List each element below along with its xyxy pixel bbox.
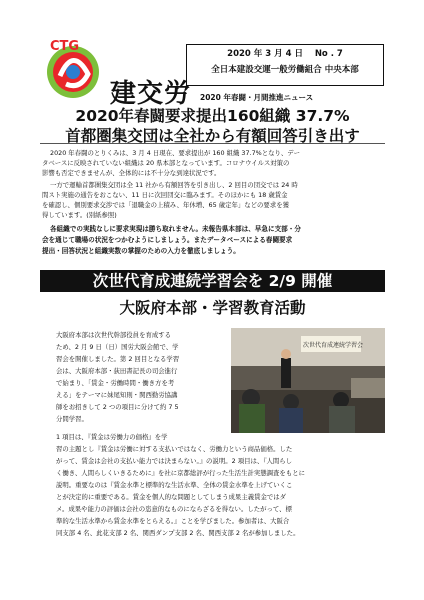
article2-line: メ。成果や能力の評価は会社の恣意的なものにならざるを得ない。したがって、標: [56, 505, 292, 513]
union-logo: [40, 36, 106, 102]
article2-line: 習会を開催しました。第 2 回目となる学習: [56, 355, 180, 363]
article1-line: タベースに反映されていない組織は 20 県本部となっています。コロナウイルス対策の: [42, 159, 290, 167]
article2-line: ため、2 月 9 日（日）国労大阪会館で、学: [56, 343, 179, 351]
article2-line: 1 項目は、『賃金は労働力の価格』を学: [56, 433, 168, 441]
article2-line: 習の主題とし『賃金は労働に対する支払いではなく、労働力という商品価格。した: [56, 445, 293, 453]
article2-line: で始まり、「賃金・労働時間・働き方を考: [56, 379, 175, 387]
banner-subtitle: 大阪府本部・学習教育活動: [119, 299, 306, 317]
article1-bold-line: 各組織での実践なしに要求実現は勝ち取れません。未報告県本部は、早急に支部・分: [50, 225, 301, 233]
article1-line: を確認し、個別要求交渉では「退職金の上積み、年休増、65 歳定年」などの要求を獲: [42, 201, 289, 209]
article1-line: 影響も否定できませんが、全体的には不十分な到達状況です。: [42, 169, 221, 177]
article1-bold-line: 提出・回答状況と組織実数の掌握のための入力を徹底しましょう。: [42, 247, 240, 255]
article1-bold-line: 会を通じて職場の状況をつかむようにしましょう。またデータベースによる春闘要求: [42, 236, 293, 244]
article2-line: 会は、大阪府本部・荻田書記長の司会進行: [56, 367, 178, 375]
issue-number: No . 7: [314, 49, 343, 59]
issuer: 全日本建設交運一般労働組合 中央本部: [211, 65, 359, 75]
article1-line: 2020 年春闘のとりくみは、3 月 4 日現在、要求提出が 160 組織 37.7%となり、デー: [50, 149, 301, 157]
article2-line: 説明。重要なのは『賃金水準と標準的な生活水準、全体の賃金水準を上げていくこ: [56, 481, 293, 489]
divider: [40, 143, 385, 144]
article2-line: 大阪府本部は次世代幹部役員を育成する: [56, 331, 172, 339]
article2-line: がって、賃金は会社の支払い能力では決まらない。』の説明。2 項目は、『人間らし: [56, 457, 293, 465]
issue-box: [186, 44, 384, 86]
article2-line: 師をお招きして 2 つの項目に分けて約 7 5: [56, 403, 179, 411]
article2-line: とが決定的に重要である。賃金を個人的な問題としてしまう成果主義賃金ではダ: [56, 493, 287, 501]
article2-line: く働き、人間らしくいきるために』を社に京都総評が行った生活生計実態調査をもとに: [56, 469, 305, 477]
article2-line: 準的な生活水準から賃金水準をとらえる。』ことを学びました。参加者は、大阪合: [56, 517, 290, 525]
article1-line: 得しています。(別紙参照): [42, 211, 117, 219]
meeting-photo: [231, 328, 385, 433]
headline-line1: 2020年春闘要求提出160組織 37.7%: [75, 107, 350, 125]
photo-sign-text: 次世代育成連続学習会: [303, 342, 364, 349]
logo-text: 建交労: [110, 79, 192, 109]
article2-line: える」をテーマに妹尾知則・関西勤労協講: [56, 391, 178, 399]
logo-lettering: CTG: [50, 39, 80, 54]
article2-line: 分間学習。: [56, 415, 88, 423]
issue-date: 2020 年 3 月 4 日: [227, 49, 303, 59]
article2-line: 同支部 4 名、此花支部 2 名、関西ダンプ支部 2 名、関西支部 2 名が参加しました。: [56, 529, 300, 537]
newsletter-subtitle: 2020 年春闘・月間推進ニュース: [200, 93, 314, 102]
headline-line2: 首都圏集交団は全社から有額回答引き出す: [65, 127, 360, 145]
banner-title: 次世代育成連続学習会を 2/9 開催: [40, 270, 385, 292]
article1-line: 間スト実施の通告をおこない、11 日に次回団交に臨みます。そのほかにも 18 歳賃金: [42, 191, 288, 199]
article1-line: 一方で運輸首都圏集交団は全 11 社から有額回答を引き出し、2 回目の団交では 24 時: [50, 181, 298, 189]
issue-date-number: [187, 47, 383, 59]
